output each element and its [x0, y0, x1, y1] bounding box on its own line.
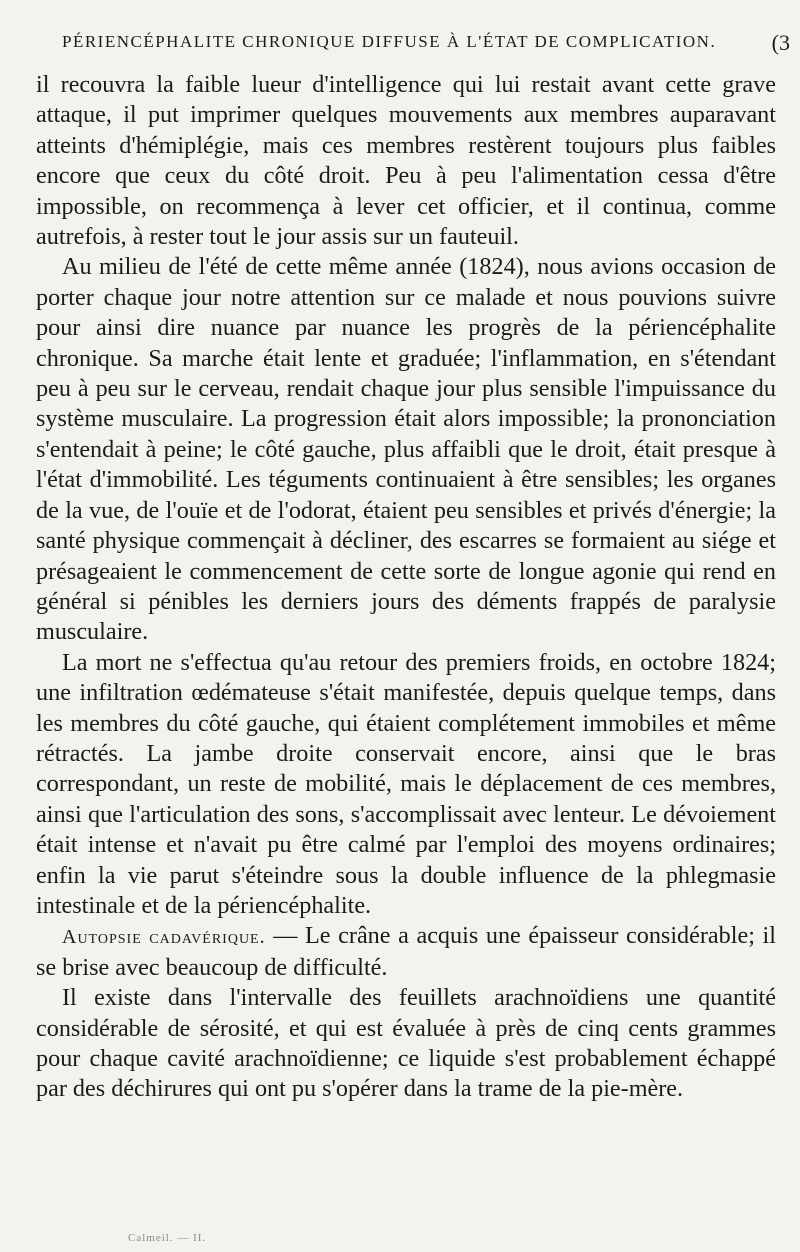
running-header [62, 30, 790, 55]
paragraph-5: Il existe dans l'intervalle des feuillets arachnoïdiens une quantité considérable de sérosité, et qui est évaluée à près de cinq cents grammes pour chaque cavité arachnoïdienne; ce liquide s'est probablement échappé par des déchirures qui ont pu s'opérer dans la trame de la pie-mère. [36, 984, 776, 1103]
paragraph-4-text: — Le crâne a acquis une épaisseur considérable; il se brise avec beaucoup de difficulté. [36, 922, 776, 981]
signature-mark: Calmeil. — II. [128, 1232, 207, 1244]
running-title: PÉRIENCÉPHALITE CHRONIQUE DIFFUSE À L'ÉTAT DE COMPLICATION. [62, 32, 717, 51]
paragraph-2: Au milieu de l'été de cette même année (1824), nous avions occasion de porter chaque jour notre attention sur ce malade et nous pouvions suivre pour ainsi dire nuance par nuance les progrès de la périencéphalite chronique. Sa marche était lente et graduée; l'inflammation, en s'étendant peu à peu sur le cerveau, rendait chaque jour plus sensible l'impuissance du système musculaire. La progression était alors impossible; la prononciation s'entendait à peine; le côté gauche, plus affaibli que le droit, était presque à l'état d'immobilité. Les téguments continuaient à être sensibles; les organes de la vue, de l'ouïe et de l'odorat, étaient peu sensibles et privés d'énergie; la santé physique commençait à décliner, des escarres se formaient au siége et présageaient le commencement de cette sorte de longue agonie qui rend en général si pénibles les derniers jours des déments frappés de paralysie musculaire. [36, 253, 776, 646]
page-number: (3 [771, 30, 790, 55]
paragraph-3: La mort ne s'effectua qu'au retour des premiers froids, en octobre 1824; une infiltration œdémateuse s'était manifestée, depuis quelque temps, dans les membres du côté gauche, qui étaient complétement immobiles et même rétractés. La jambe droite conservait encore, ainsi que le bras correspondant, un reste de mobilité, mais le déplacement de ces membres, ainsi que l'articulation des sons, s'accomplissait avec lenteur. Le dévoiement était intense et n'avait pu être calmé par l'emploi des moyens ordinaires; enfin la vie parut s'éteindre sous la double influence de la phlegmasie intestinale et de la périencéphalite. [36, 648, 776, 919]
autopsy-heading: Autopsie cadavérique. [62, 926, 266, 949]
body-text [36, 70, 776, 1105]
paragraph-4 [36, 921, 776, 983]
paragraph-1: il recouvra la faible lueur d'intelligence qui lui restait avant cette grave attaque, il put imprimer quelques mouvements aux membres auparavant atteints d'hémiplégie, mais ces membres restèrent toujours plus faibles encore que ceux du côté droit. Peu à peu l'alimentation cessa d'être impossible, on recommença à lever cet officier, et il continua, comme autrefois, à rester tout le jour assis sur un fauteuil. [36, 71, 776, 251]
